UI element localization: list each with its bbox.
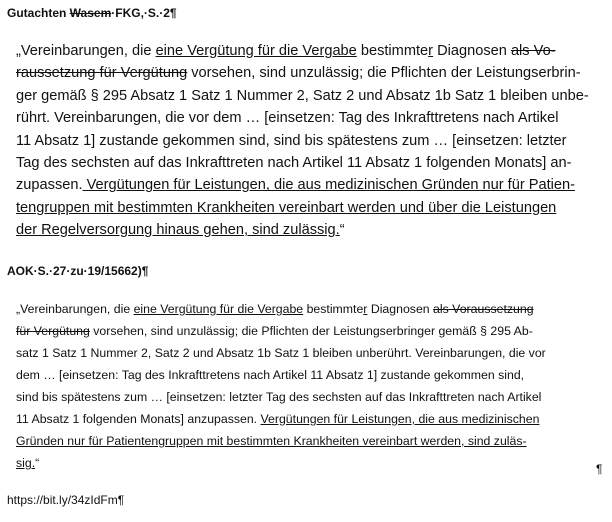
text-run: 11 Absatz 1 folgenden Monats] anzupassen. — [16, 412, 261, 426]
text-run: ger gemäß § 295 Absatz 1 Satz 1 Nummer 2, Satz 2 und Absatz 1b Satz 1 bleiben unbe- — [16, 87, 589, 104]
inserted-text: eine Vergütung für die Vergabe — [133, 302, 304, 316]
deleted-text: raussetzung für Vergütung — [16, 65, 188, 82]
text-run: bestimmte — [356, 43, 429, 59]
text-run: vorsehen, sind unzulässig; die Pflichten der Leistungserbrin- — [187, 65, 581, 82]
inserted-text: r — [428, 43, 434, 59]
heading-gutachten-prefix: Gutachten — [7, 6, 70, 20]
source-link[interactable]: https://bit.ly/34zIdFm¶ — [7, 493, 125, 507]
paragraph-mark: ¶ — [596, 462, 603, 476]
inserted-text: sig. — [16, 456, 36, 470]
inserted-text: Vergütungen für Leistungen, die aus medizinischen — [260, 412, 540, 426]
quote-line — [16, 152, 589, 174]
quote-line — [16, 408, 546, 430]
inserted-text: Gründen nur für Patientengruppen mit bestimmten Krankheiten vereinbart werden, sind zuläs- — [16, 434, 527, 448]
deleted-text: für Vergütung — [16, 324, 90, 338]
quote-line — [16, 174, 589, 196]
heading-gutachten — [7, 6, 177, 21]
text-run: dem … [einsetzen: Tag des Inkrafttretens nach Artikel 11 Absatz 1] zustande gekommen sind, — [16, 368, 525, 382]
text-run: sind bis spätestens zum … [einsetzen: letzter Tag des sechsten auf das Inkrafttreten nach Artikel — [16, 390, 542, 404]
text-run: „Vereinbarungen, die — [16, 302, 134, 316]
quote-line — [16, 197, 589, 219]
quote-line — [16, 298, 546, 320]
text-run: zupassen. — [16, 177, 83, 194]
inserted-text: r — [363, 302, 368, 316]
quote-line — [16, 320, 546, 342]
quote-line — [16, 85, 589, 107]
text-run: Tag des sechsten auf das Inkrafttreten nach Artikel 11 Absatz 1 folgenden Monats] an- — [16, 155, 572, 172]
quote-line — [16, 342, 546, 364]
heading-gutachten-suffix: ·FKG,·S.·2¶ — [111, 6, 177, 20]
quote-line — [16, 62, 589, 84]
quote-line — [16, 364, 546, 386]
inserted-text: Vergütungen für Leistungen, die aus medizinischen Gründen nur für Patien- — [82, 177, 575, 194]
inserted-text: eine Vergütung für die Vergabe — [155, 43, 357, 59]
text-run: satz 1 Satz 1 Nummer 2, Satz 2 und Absatz 1b Satz 1 bleiben unberührt. Vereinbarungen, die vor — [16, 346, 546, 360]
text-run: “ — [339, 222, 345, 239]
text-run: 11 Absatz 1] zustande gekommen sind, sind bis spätestens zum … [einsetzen: letzter — [16, 132, 567, 149]
quote-line — [16, 452, 546, 474]
text-run: vorsehen, sind unzulässig; die Pflichten der Leistungserbringer gemäß § 295 Ab- — [89, 324, 533, 338]
inserted-text: der Regelversorgung hinaus gehen, sind zulässig. — [16, 222, 340, 239]
heading-gutachten-struck: Wasem — [69, 6, 112, 20]
text-run: bestimmte — [303, 302, 364, 316]
quote-line — [16, 107, 589, 129]
text-run: “ — [35, 456, 40, 470]
quote-line — [16, 430, 546, 452]
text-run: Diagnosen — [367, 302, 434, 316]
quote-line — [16, 386, 546, 408]
heading-aok: AOK·S.·27·zu·19/15662)¶ — [7, 264, 149, 278]
quote-line — [16, 40, 589, 62]
quote-aok — [16, 298, 546, 474]
text-run: Diagnosen — [433, 43, 511, 59]
text-run: rührt. Vereinbarungen, die vor dem … [einsetzen: Tag des Inkrafttretens nach Artikel — [16, 110, 559, 127]
quote-line — [16, 219, 589, 241]
text-run: „Vereinbarungen, die — [16, 43, 156, 59]
deleted-text: als Voraussetzung — [433, 302, 534, 316]
inserted-text: tengruppen mit bestimmten Krankheiten vereinbart werden und über die Leistungen — [16, 199, 557, 216]
quote-gutachten — [16, 40, 589, 242]
quote-line — [16, 130, 589, 152]
deleted-text: als Vo- — [510, 43, 556, 59]
